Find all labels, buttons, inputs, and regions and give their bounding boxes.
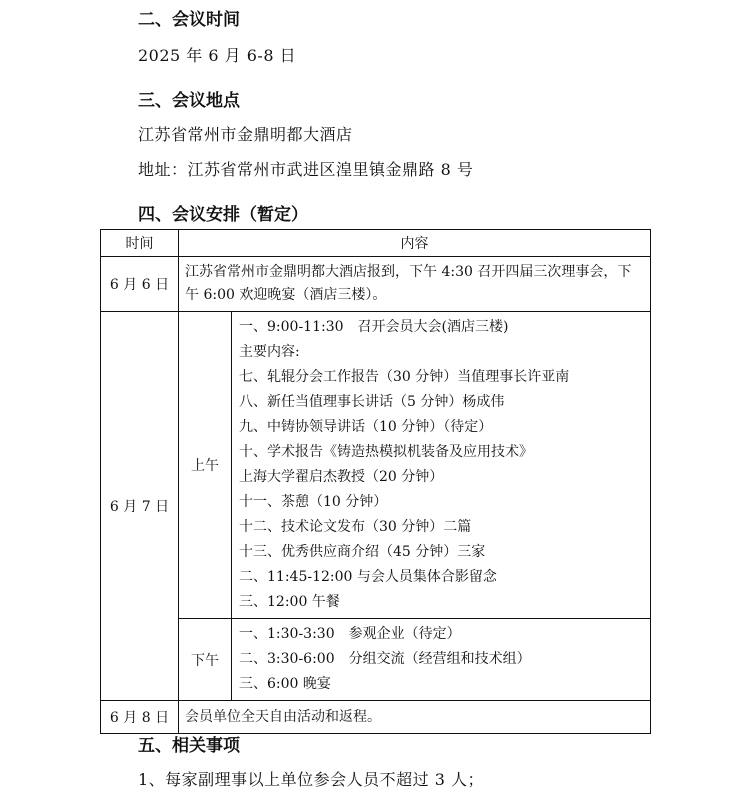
list-item: 十三、优秀供应商介绍（45 分钟）三家 xyxy=(239,544,486,560)
day7-morning-content xyxy=(232,312,651,619)
section-heading-meeting-location: 三、会议地点 xyxy=(138,91,240,111)
meeting-time-text: 2025 年 6 月 6-8 日 xyxy=(138,46,297,65)
day6-content-cell: 江苏省常州市金鼎明都大酒店报到，下午 4:30 召开四届三次理事会，下午 6:00 欢迎晚宴（酒店三楼）。 xyxy=(179,257,651,312)
day6-date-cell: 6 月 6 日 xyxy=(101,257,179,312)
section-heading-related-matters: 五、相关事项 xyxy=(138,736,240,756)
list-item: 八、新任当值理事长讲话（5 分钟）杨成伟 xyxy=(239,394,505,410)
meeting-location-address: 地址：江苏省常州市武进区湟里镇金鼎路 8 号 xyxy=(138,160,474,179)
day7-afternoon-label: 下午 xyxy=(179,619,232,701)
table-header-content: 内容 xyxy=(179,230,651,257)
day8-date-cell: 6 月 8 日 xyxy=(101,701,179,734)
section-heading-meeting-time: 二、会议时间 xyxy=(138,10,240,30)
table-row-day6 xyxy=(101,257,651,312)
list-item: 上海大学翟启杰教授（20 分钟） xyxy=(239,469,444,485)
table-header-time: 时间 xyxy=(101,230,179,257)
list-item: 一、1:30-3:30 参观企业（待定） xyxy=(239,626,461,642)
table-row-day8 xyxy=(101,701,651,734)
list-item: 十一、茶憩（10 分钟） xyxy=(239,494,388,510)
list-item: 十二、技术论文发布（30 分钟）二篇 xyxy=(239,519,472,535)
list-item: 一、9:00-11:30 召开会员大会(酒店三楼) xyxy=(239,319,509,335)
list-item: 七、轧辊分会工作报告（30 分钟）当值理事长许亚南 xyxy=(239,369,570,385)
table-row-day7-morning xyxy=(101,312,651,619)
day8-content-cell: 会员单位全天自由活动和返程。 xyxy=(179,701,651,734)
table-row-day7-afternoon xyxy=(101,619,651,701)
table-header-row xyxy=(101,230,651,257)
day7-date-cell: 6 月 7 日 xyxy=(101,312,179,701)
list-item: 三、6:00 晚宴 xyxy=(239,676,331,692)
list-item: 九、中铸协领导讲话（10 分钟）（待定） xyxy=(239,419,493,435)
related-matters-item-1: 1、每家副理事以上单位参会人员不超过 3 人； xyxy=(138,770,485,789)
meeting-location-name: 江苏省常州市金鼎明都大酒店 xyxy=(138,125,353,144)
list-item: 二、11:45-12:00 与会人员集体合影留念 xyxy=(239,569,497,585)
day7-morning-label: 上午 xyxy=(179,312,232,619)
day7-afternoon-content xyxy=(232,619,651,701)
list-item: 三、12:00 午餐 xyxy=(239,594,340,610)
list-item: 二、3:30-6:00 分组交流（经营组和技术组） xyxy=(239,651,531,667)
list-item: 主要内容: xyxy=(239,344,300,360)
list-item: 十、学术报告《铸造热模拟机装备及应用技术》 xyxy=(239,444,533,460)
section-heading-meeting-schedule: 四、会议安排（暂定） xyxy=(138,205,308,225)
schedule-table xyxy=(100,229,651,734)
